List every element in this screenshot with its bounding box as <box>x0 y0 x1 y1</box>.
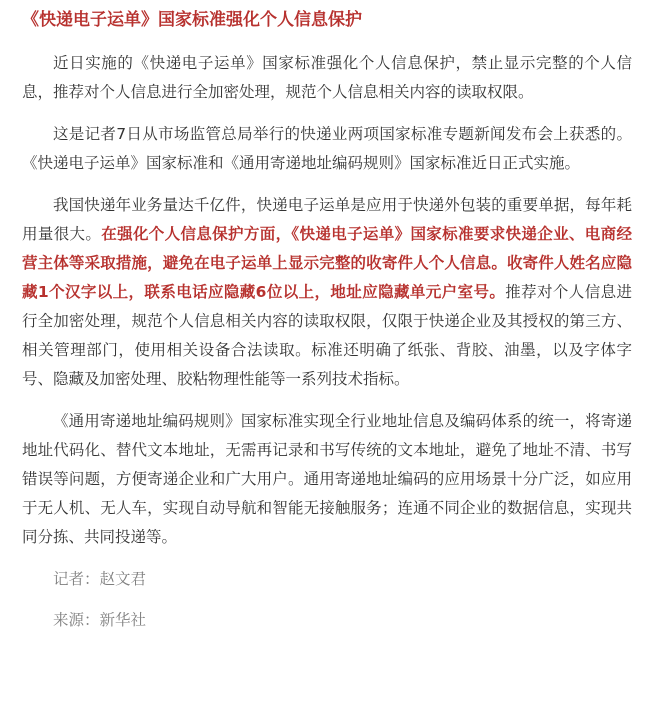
reporter-line: 记者：赵文君 <box>53 570 147 588</box>
paragraph-3-lead: 我国快递年业务量达千亿件，快递电子运单是应用于快递外包装的重要单据，每年耗用量很大。 <box>22 196 632 243</box>
paragraph-1: 近日实施的《快递电子运单》国家标准强化个人信息保护，禁止显示完整的个人信息，推荐对个人信息进行全加密处理，规范个人信息相关内容的读取权限。 <box>22 54 632 101</box>
paragraph-4: 《通用寄递地址编码规则》国家标准实现全行业地址信息及编码体系的统一，将寄递地址代码化、替代文本地址，无需再记录和书写传统的文本地址，避免了地址不清、书写错误等问题，方便寄递企业和广大用户。通用寄递地址编码的应用场景十分广泛，如应用于无人机、无人车，实现自动导航和智能无接触服务；连通不同企业的数据信息，实现共同分拣、共同投递等。 <box>22 412 632 546</box>
paragraph-3-trail: 推荐对个人信息进行全加密处理，规范个人信息相关内容的读取权限，仅限于快递企业及其授权的第三方、相关管理部门，使用相关设备合法读取。标准还明确了纸张、背胶、油墨，以及字体字号、隐藏及加密处理、胶粘物理性能等一系列技术指标。 <box>22 283 632 388</box>
source-line: 来源：新华社 <box>53 611 147 629</box>
paragraph-3 <box>22 191 632 394</box>
paragraph-2: 这是记者7日从市场监管总局举行的快递业两项国家标准专题新闻发布会上获悉的。《快递电子运单》国家标准和《通用寄递地址编码规则》国家标准近日正式实施。 <box>22 125 632 172</box>
paragraph-3-emphasis: 在强化个人信息保护方面，《快递电子运单》国家标准要求快递企业、电商经营主体等采取措施，避免在电子运单上显示完整的收寄件人个人信息。收寄件人姓名应隐藏1个汉字以上，联系电话应隐藏6位以上，地址应隐藏单元户室号。 <box>22 225 632 301</box>
article-title: 《快递电子运单》国家标准强化个人信息保护 <box>22 10 362 30</box>
